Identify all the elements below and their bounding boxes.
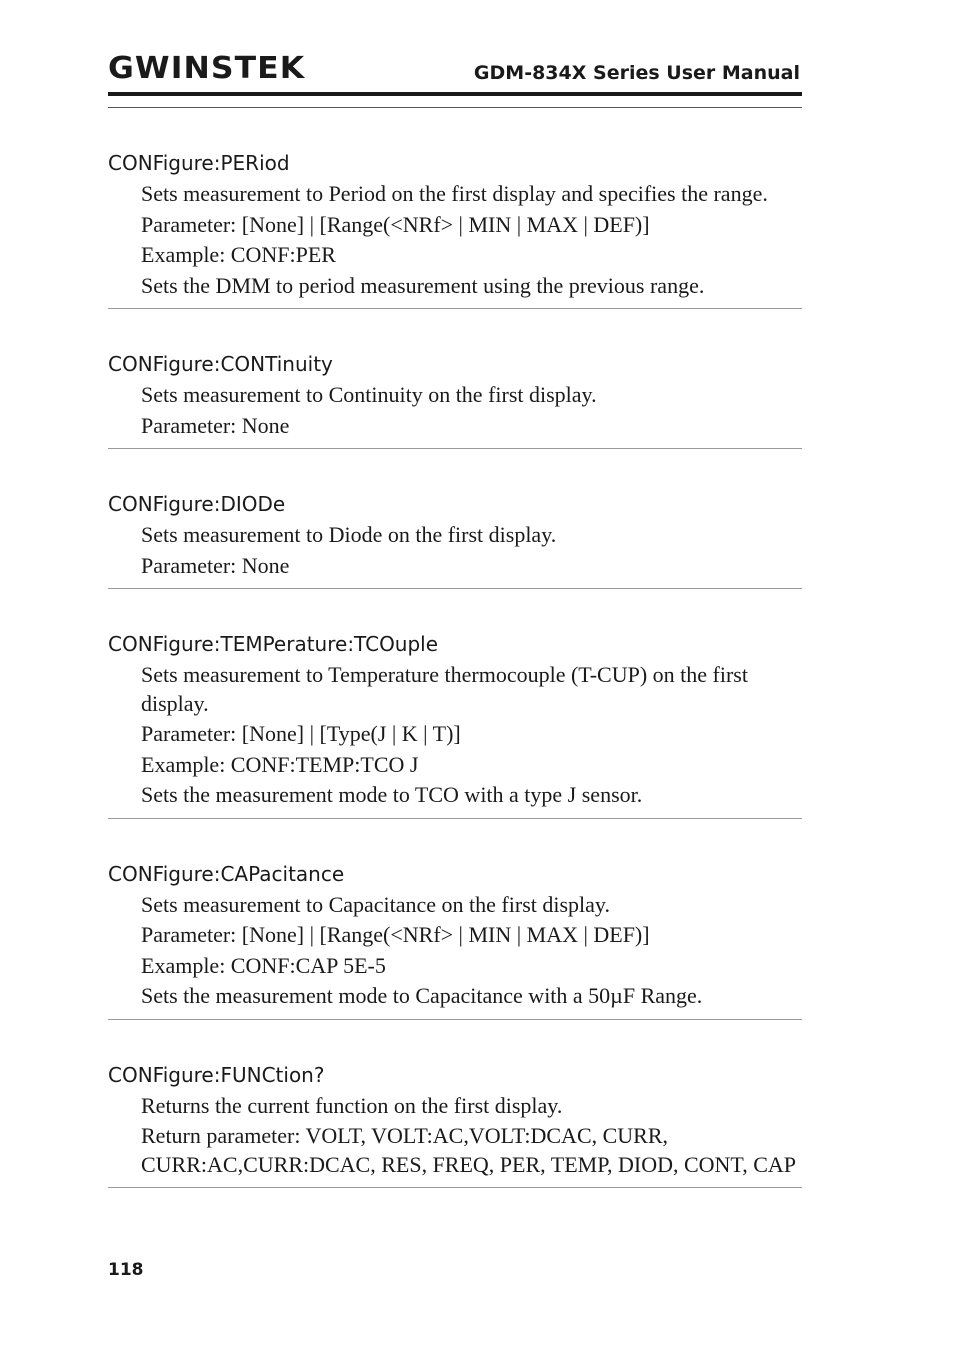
page-header — [108, 52, 802, 112]
command-description: Sets measurement to Diode on the first display. — [141, 522, 557, 547]
command-title: CONFigure:PERiod — [108, 151, 290, 175]
brand-logo: GWINSTEK — [108, 51, 306, 86]
command-parameter: Parameter: None — [141, 412, 290, 438]
command-title: CONFigure:CONTinuity — [108, 352, 333, 376]
command-parameter: Parameter: [None] | [Range(<NRf> | MIN | MAX | DEF)] — [141, 211, 650, 237]
command-description: Sets measurement to Temperature thermocouple (T-CUP) on the first display. — [141, 662, 748, 716]
manual-title: GDM-834X Series User Manual — [473, 62, 800, 84]
command-example: Example: CONF:CAP 5E-5 — [141, 952, 386, 978]
command-parameter: Parameter: [None] | [Range(<NRf> | MIN | MAX | DEF)] — [141, 922, 650, 947]
command-title: CONFigure:DIODe — [108, 492, 286, 516]
command-title: CONFigure:TEMPerature:TCOuple — [108, 632, 439, 656]
command-example-note: Sets the DMM to period measurement using the previous range. — [141, 272, 705, 298]
command-description: Returns the current function on the first display. — [141, 1092, 563, 1118]
header-rule-thin — [108, 107, 802, 108]
command-body — [141, 180, 802, 300]
page-number: 118 — [108, 1260, 144, 1280]
command-section-period — [108, 148, 802, 309]
command-body — [141, 661, 802, 810]
command-section-diode — [108, 489, 802, 589]
command-title: CONFigure:CAPacitance — [108, 861, 345, 886]
command-body — [141, 381, 802, 440]
command-body — [141, 521, 802, 580]
command-example: Example: CONF:PER — [141, 242, 336, 267]
command-list — [108, 148, 802, 1228]
command-section-capacitance — [108, 859, 802, 1020]
command-section-function-query — [108, 1060, 802, 1189]
command-description: Sets measurement to Period on the first display and specifies the range. — [141, 181, 768, 206]
command-example-note: Sets the measurement mode to TCO with a type J sensor. — [141, 782, 643, 807]
command-parameter: Parameter: None — [141, 552, 290, 578]
command-body — [141, 1092, 802, 1180]
command-description: Sets measurement to Capacitance on the first display. — [141, 891, 610, 917]
command-return-parameter: Return parameter: VOLT, VOLT:AC,VOLT:DCAC, CURR, CURR:AC,CURR:DCAC, RES, FREQ, PER, TEMP, DIOD, CONT, CAP — [141, 1123, 797, 1177]
command-parameter: Parameter: [None] | [Type(J | K | T)] — [141, 721, 461, 746]
header-rule-thick — [108, 92, 802, 96]
command-section-thermocouple — [108, 629, 802, 819]
command-example-note: Sets the measurement mode to Capacitance with a 50µF Range. — [141, 983, 703, 1008]
command-section-continuity — [108, 349, 802, 449]
command-title: CONFigure:FUNCtion? — [108, 1062, 325, 1087]
command-body — [141, 891, 802, 1011]
command-example: Example: CONF:TEMP:TCO J — [141, 751, 419, 777]
command-description: Sets measurement to Continuity on the first display. — [141, 382, 597, 407]
